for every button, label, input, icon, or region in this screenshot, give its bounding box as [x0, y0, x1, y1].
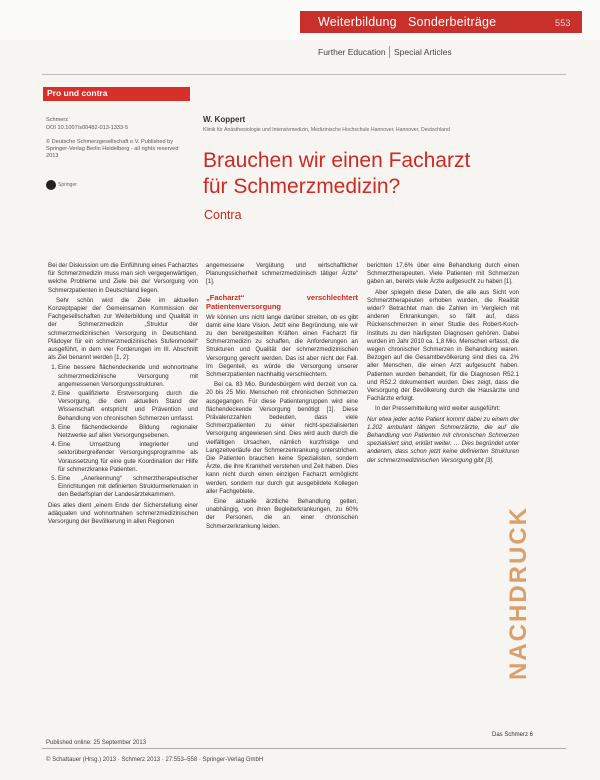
list-item: 4. Eine Umsetzung integrierter und sektorübergreifender Versorgungsprogramme als Voraussetzung für eine gute Koordination der Hilfe für schmerzkranke Patienten.	[58, 441, 198, 474]
publisher-note: © Deutsche Schmerzgesellschaft e.V. Published by Springer-Verlag Berlin Heidelberg - all rights reserved 2013	[46, 139, 179, 160]
list-item: 3. Eine flächendeckende Bildung regionaler Netzwerke auf allen Versorgungsebenen.	[58, 424, 198, 440]
paragraph: berichten 17,6% über eine Behandlung durch einen Schmerztherapeuten. Viele Patienten mit Schmerzen gaben an, bereits viele Ärzte aufgesucht zu haben [1].	[367, 262, 519, 286]
footer-rule	[42, 748, 566, 749]
subnav-left: Further Education	[318, 47, 386, 57]
paragraph: In der Pressemitteilung wird weiter ausgeführt:	[375, 405, 501, 413]
list-item: 2. Eine qualifizierte Erstversorgung durch die Versorgung, die dem aktuellen Stand der Wissenschaft entspricht und Prävention und Behandlung von chronischen Schmerzen umfasst.	[58, 390, 198, 423]
section-heading: „Facharzt“ verschlechtert Patientenversorgung	[206, 292, 358, 311]
pro-contra-label-bar	[43, 87, 190, 101]
paragraph: Eine aktuelle ärztliche Behandlung gelten, unabhängig, von ihren Begleiterkrankungen, zu 60% der Personen, die an einer chronischen Schmerzerkrankung leiden.	[206, 498, 358, 530]
quote: Nur etwa jeder achte Patient kommt dabei zu einem der 1.202 ambulant tätigen Schmerzärzte, die auf die Behandlung von Patienten mit chronischen Schmerzen spezialisiert sind, erklärt weiter. … Dies begründet unter anderem, dass schon jetzt keine definierten Strukturen der schmerzmedizinischen Versorgung gibt [3].	[367, 415, 519, 464]
springer-logo-icon	[46, 180, 56, 190]
subnav-right: Special Articles	[394, 47, 452, 57]
paragraph: Bei ca. 83 Mio. Bundesbürgern wird derzeit von ca. 20 bis 25 Mio. Menschen mit chronischen Schmerzen ausgegangen. Für diese Patientengruppen wird eine flächendeckende Versorgung benötigt [1]. Diese Prävalenzzahlen bedeuten, dass viele Schmerzpatienten zu einer nicht-spezialisierten Versorgung angewiesen sind. Dies wird auch durch die vielfältigen Ursachen, nämlich kurzfristige und Langzeitverläufe der Schmerzerkrankung unterstrichen. Die Patienten brauchen keine Spezialisten, sondern Ärzte, die ihre Krankheit verstehen und Zeit haben. Dies kann nicht durch einen einzigen Facharzt ermöglicht werden, sondern nur durch gut ausgebildete Kollegen aller Fachgebiete.	[206, 381, 358, 495]
list-item: 1. Eine bessere flächendeckende und wohnortnahe schmerzmedizinische Versorgung mit angemessenen Versorgungsstrukturen.	[58, 364, 198, 389]
body-column-1	[48, 262, 198, 528]
position-label: Contra	[204, 208, 242, 222]
paragraph: Wir können uns nicht lange darüber streiten, ob es gibt damit eine klare Vision. Jetzt eine Begründung, wie wir zu den bereitgestellten Kräften einen Facharzt für Schmerzmedizin zu schaffen, die Anforderungen an Strukturen und Qualität der schmerzmedizinischen Versorgung gerecht werden. Das ist aber nicht der Fall. Im Gegenteil, es würde die Versorgung unserer Schmerzpatienten nachhaltig verschlechtern.	[206, 313, 358, 379]
continued-note: Das Schmerz 6	[492, 732, 534, 738]
paragraph: Sehr schön wird die Ziele im aktuellen Konzeptpapier der Gemeinsamen Kommission der Fachgesellschaften zur Weiterbildung und Qualität in der Schmerzmedizin „Struktur der schmerzmedizinischen Versorgung in Deutschland. Plädoyer für ein schmerzmedizinisches Stufenmodell“ ausgeführt, in dem vier Forderungen im III. Abschnitt als Ziel benannt werden [1, 2]:	[48, 296, 198, 362]
journal-name: Schmerz	[46, 117, 69, 123]
paragraph: Dies alles dient „einem Ende der Sicherstellung einer adäquaten und wohnortnahen schmerzmedizinischen Versorgung der Bevölkerung in allen Regionen	[48, 501, 198, 526]
published-date: Published online: 25 September 2013	[46, 740, 147, 746]
tab-sonderbeitraege[interactable]: Sonderbeiträge	[408, 15, 497, 29]
goals-list	[48, 364, 198, 499]
list-item: 5. Eine „Anerkennung“ schmerztherapeutischer Einrichtungen mit definierten Strukturmerkmalen in den Bedarfsplan der Landesärztekammern.	[58, 475, 198, 500]
affiliation: Klinik für Anästhesiologie und Intensivmedizin, Medizinische Hochschule Hannover, Hannover, Deutschland	[203, 127, 450, 133]
springer-logo-text: Springer	[58, 182, 77, 188]
page-number: 553	[555, 18, 571, 28]
header-rule	[42, 74, 566, 75]
citation: © Schattauer (Hrsg.) 2013 · Schmerz 2013 · 27:553–558 · Springer-Verlag GmbH	[46, 757, 264, 763]
body-column-2	[206, 262, 358, 533]
body-column-3	[367, 262, 519, 467]
author: W. Koppert	[203, 115, 246, 124]
subnav-divider	[389, 46, 390, 58]
title-line-2: für Schmerzmedizin?	[203, 175, 401, 198]
paragraph: Bei der Diskussion um die Einführung eines Facharztes für Schmerzmedizin muss man sich vergegenwärtigen, welche Probleme und Ziele bei der Versorgung von Schmerzpatienten in Deutschland liegen.	[48, 262, 198, 294]
tab-weiterbildung[interactable]: Weiterbildung	[318, 15, 397, 29]
pro-contra-label: Pro und contra	[47, 88, 108, 98]
doi: DOI 10.1007/s00482-013-1333-5	[46, 125, 129, 131]
reprint-watermark: NACHDRUCK	[505, 506, 532, 680]
title-line-1: Brauchen wir einen Facharzt	[203, 149, 471, 172]
article-title	[203, 148, 563, 200]
paragraph: angemessene Vergütung und wirtschaftlicher Planungssicherheit schmerzmedizinisch tätiger Ärzte“ [1].	[206, 262, 358, 286]
paragraph: Aber spiegeln diese Daten, die alle aus Sicht von Schmerztherapeuten erhoben wurden, die Realität wider? Betrachtet man die Zahlen im Vergleich mit anderen Erkrankungen, so fällt auf, dass Rückenschmerzen in einer Studie des Robert-Koch-Instituts zu den häufigsten Diagnosen gehören. Dabei wurden im Jahr 2010 ca. 1,8 Mio. Menschen erfasst, die wegen chronischer Schmerzen in Behandlung waren. Bezogen auf die Gesamtbevölkerung sind dies ca. 2% aller Menschen, die einen Arzt aufgesucht haben. Patienten wurden behandelt, für die Diagnosen R52.1 und R52.2 dokumentiert wurden. Dies zeigt, dass die Versorgung der Bevölkerung durch die Hausärzte und Fachärzte erfolgt.	[367, 288, 519, 403]
